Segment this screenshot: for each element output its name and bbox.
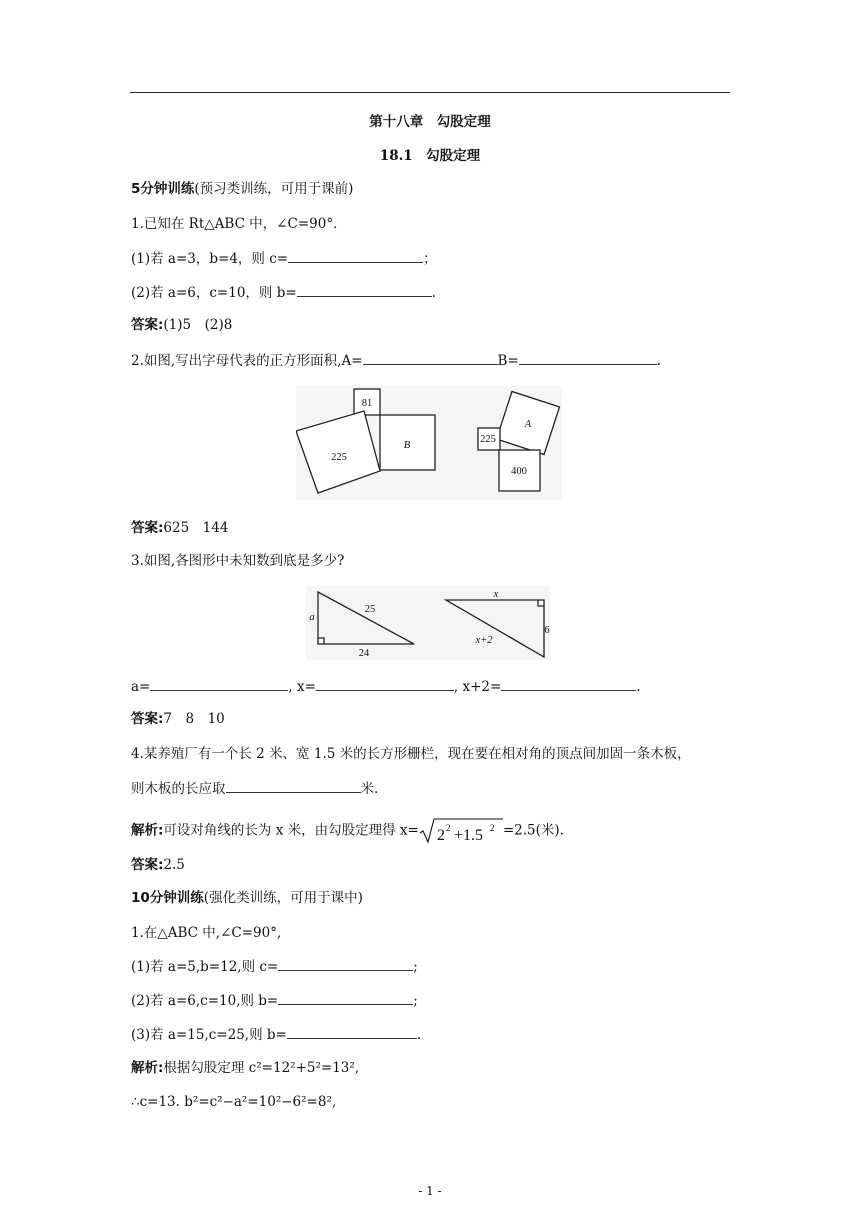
- sqrt-formula: [419, 818, 503, 844]
- p1-q1-sub1-suffix: ；: [423, 251, 437, 267]
- analysis-label: 解析:: [131, 1060, 164, 1076]
- analysis-suffix: =2.5(米).: [502, 822, 564, 839]
- p1-q1-sub1: [131, 249, 437, 268]
- fig-label: 225: [480, 434, 496, 445]
- part1-heading-line: [131, 180, 353, 198]
- analysis-text: 根据勾股定理 c²=12²+5²=13²,: [163, 1060, 360, 1076]
- p1-q3-answer: [131, 710, 225, 728]
- p2-q1-sub2: [131, 991, 418, 1010]
- fig-label: 24: [358, 648, 370, 659]
- p2-q1-stem: 1.在△ABC 中,∠C=90°,: [131, 925, 282, 941]
- svg-text:+1.5: +1.5: [453, 827, 483, 844]
- p1-q3-stem: 3.如图,各图形中未知数到底是多少?: [131, 553, 345, 569]
- p1-q4-line1: 4.某养殖厂有一个长 2 米、宽 1.5 米的长方形栅栏，现在要在相对角的顶点间加固一条木板，: [131, 746, 691, 762]
- answer-blank[interactable]: [316, 677, 454, 691]
- answer-blank[interactable]: [287, 1025, 417, 1039]
- answer-text: (1)5 (2)8: [163, 317, 233, 333]
- p2-q1-sub3-prefix: (3)若 a=15,c=25,则 b=: [131, 1027, 287, 1043]
- p2-q1-sub1-suffix: ;: [413, 959, 418, 975]
- triangles-figure: [306, 586, 550, 660]
- section-title: 18.1 勾股定理: [379, 148, 481, 164]
- fig-label: 81: [361, 398, 373, 409]
- p1-q2-stem-prefix: 2.如图,写出字母代表的正方形面积,A=: [131, 353, 363, 369]
- p2-q1-sub2-prefix: (2)若 a=6,c=10,则 b=: [131, 993, 279, 1009]
- part1-heading-note: (预习类训练，可用于课前): [194, 181, 354, 197]
- squares-figure: [296, 386, 562, 500]
- answer-blank[interactable]: [297, 283, 432, 297]
- fig-label: B: [403, 440, 411, 451]
- p1-q3-blanks: [131, 677, 641, 696]
- p1-q2-answer: [131, 519, 228, 537]
- page-number: - 1 -: [418, 1184, 442, 1198]
- fig-label: 25: [364, 604, 376, 615]
- analysis-prefix: 可设对角线的长为 x 米，由勾股定理得 x=: [163, 822, 419, 839]
- part2-heading-line: [131, 889, 363, 907]
- header-rule: [130, 92, 730, 93]
- p1-q3-blank-a-label: a=: [131, 679, 151, 695]
- fig-label: 400: [511, 466, 527, 477]
- answer-label: 答案:: [131, 857, 164, 873]
- fig-label: x: [493, 589, 499, 600]
- p2-q1-sub3: [131, 1025, 421, 1044]
- p1-q1-sub2-prefix: (2)若 a=6，c=10，则 b=: [131, 285, 297, 301]
- answer-blank[interactable]: [226, 779, 361, 793]
- p2-q1-sub2-suffix: ;: [413, 993, 418, 1009]
- p1-q1-answer: [131, 316, 232, 334]
- p1-q3-blank-x-label: , x=: [288, 679, 316, 695]
- p1-q2-stem: [131, 351, 661, 370]
- p2-q1-analysis: [131, 1059, 359, 1077]
- p1-q4-analysis: [131, 818, 564, 844]
- p1-q4-answer: [131, 856, 185, 874]
- svg-text:2: 2: [489, 823, 495, 833]
- part1-heading: 5分钟训练: [131, 181, 195, 197]
- answer-blank[interactable]: [363, 351, 498, 365]
- answer-blank[interactable]: [278, 957, 413, 971]
- p1-q1-sub2-suffix: .: [431, 285, 436, 301]
- p1-q2-stem-suffix: .: [656, 353, 662, 369]
- analysis-label: 解析:: [131, 822, 164, 839]
- answer-blank[interactable]: [278, 991, 413, 1005]
- svg-text:2: 2: [445, 823, 451, 833]
- part2-heading-note: (强化类训练，可用于课中): [203, 890, 363, 906]
- fig-label: a: [309, 612, 315, 623]
- answer-blank[interactable]: [519, 351, 657, 365]
- p2-q1-sub1: [131, 957, 418, 976]
- fig-label: 6: [544, 625, 550, 636]
- p1-q3-blank-x2-label: , x+2=: [453, 679, 502, 695]
- answer-label: 答案:: [131, 520, 164, 536]
- answer-label: 答案:: [131, 711, 164, 727]
- part2-heading: 10分钟训练: [131, 890, 204, 906]
- p1-q1-sub2: [131, 283, 436, 302]
- answer-text: 7 8 10: [163, 711, 225, 727]
- p1-q2-stem-mid: B=: [497, 353, 519, 369]
- p1-q3-blank-end: .: [636, 679, 641, 695]
- p2-q1-sub3-suffix: .: [416, 1027, 422, 1043]
- fig-label: 225: [331, 452, 347, 463]
- answer-text: 625 144: [163, 520, 229, 536]
- answer-blank[interactable]: [501, 677, 636, 691]
- answer-label: 答案:: [131, 317, 164, 333]
- answer-blank[interactable]: [150, 677, 288, 691]
- chapter-title: 第十八章 勾股定理: [369, 114, 491, 130]
- p1-q1-stem: 1.已知在 Rt△ABC 中，∠C=90°．: [131, 216, 347, 232]
- p2-q1-sub1-prefix: (1)若 a=5,b=12,则 c=: [131, 959, 279, 975]
- p2-q1-analysis-line2: ∴c=13. b²=c²−a²=10²−6²=8²,: [131, 1094, 337, 1110]
- answer-text: 2.5: [163, 857, 185, 873]
- p1-q4-line2-prefix: 则木板的长应取: [131, 781, 226, 797]
- p1-q4-line2: [131, 779, 378, 798]
- svg-text:2: 2: [436, 827, 445, 844]
- fig-label: x+2: [475, 635, 493, 646]
- p1-q1-sub1-prefix: (1)若 a=3，b=4，则 c=: [131, 251, 289, 267]
- fig-label: A: [524, 419, 532, 430]
- p1-q4-line2-suffix: 米.: [360, 781, 379, 797]
- answer-blank[interactable]: [288, 249, 423, 263]
